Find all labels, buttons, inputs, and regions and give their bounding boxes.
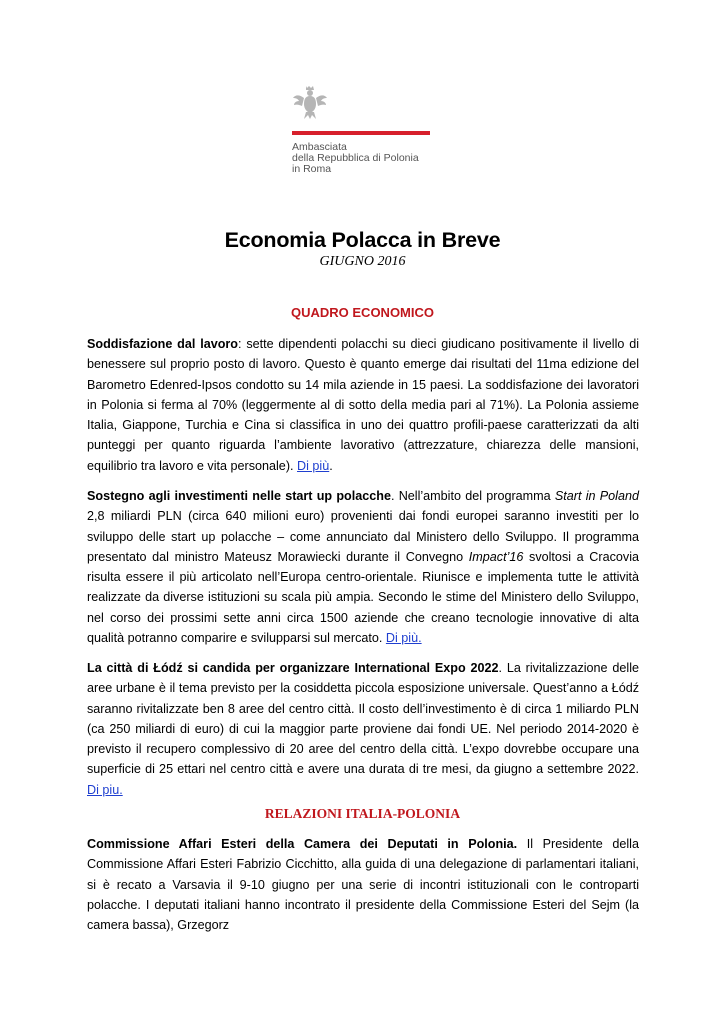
section-heading-relations: RELAZIONI ITALIA-POLONIA	[264, 806, 461, 821]
paragraph-lead: Commissione Affari Esteri della Camera dei Deputati in Polonia.	[87, 837, 518, 851]
paragraph-text: 2,8 miliardi PLN (circa 640 milioni euro) provenienti dai fondi europei saranno investiti per lo sviluppo delle start up polacche – come annunciato dal Ministero dello Sviluppo. Il programma presentato dal ministro Mateusz Morawiecki durante il Convegno	[87, 509, 639, 564]
paragraph-text: svoltosi a Cracovia risulta essere il più articolato nell’Europa centro-orientale. Riunisce e implementa tutte le attività realizzate da diverse istituzioni su scala più ampia. Secondo le stime del Ministero dello Sviluppo, nel corso dei prossimi sette anni circa 1500 aziende che creano tecnologie innovative di alta qualità potranno comparire e svilupparsi sul mercato.	[87, 549, 640, 646]
paragraph-foreign-affairs	[87, 834, 639, 935]
embassy-name	[292, 142, 432, 175]
document-title: Economia Polacca in Breve	[224, 228, 501, 252]
program-name: Start in Poland	[554, 489, 639, 503]
paragraph-text: . Nell’ambito del programma	[390, 489, 555, 503]
red-divider	[292, 131, 430, 135]
paragraph-startups	[87, 486, 639, 648]
paragraph-lead: Sostegno agli investimenti nelle start up polacche	[87, 489, 391, 503]
more-link[interactable]: Di più	[297, 458, 330, 473]
paragraph-text: Il Presidente della Commissione Affari Esteri Fabrizio Cicchitto, alla guida di una delegazione di parlamentari italiani, si è recato a Varsavia il 9-10 giugno per una serie di incontri istituzionali con le controparti polacche. I deputati italiani hanno incontrato il presidente della Commissione Esteri del Sejm (la camera bassa), Grzegorz	[87, 837, 639, 933]
section-heading-economic: QUADRO ECONOMICO	[291, 305, 434, 320]
more-link[interactable]: Di piu.	[87, 782, 123, 797]
paragraph-job-satisfaction	[87, 334, 639, 476]
embassy-line-3: in Roma	[292, 163, 332, 175]
paragraph-lead: La città di Łódź si candida per organizzare International Expo 2022	[87, 661, 499, 675]
paragraph-lead: Soddisfazione dal lavoro	[87, 337, 238, 351]
paragraph-text: .	[329, 458, 333, 473]
paragraph-text: . La rivitalizzazione delle aree urbane è il tema previsto per la cosiddetta piccola esposizione universale. Quest’anno a Łódź saranno rivitalizzate ben 8 aree del centro città. Il costo dell’investimento è di circa 1 miliardo PLN (ca 250 miliardi di euro) di cui la maggior parte proviene dai fondi UE. Nel periodo 2014-2020 è previsto il recupero complessivo di 20 aree del centro della città. L’expo dovrebbe occupare una superficie di 25 ettari nel centro città e avere una durata di tre mesi, da giugno a settembre 2022.	[87, 661, 639, 777]
document-date: GIUGNO 2016	[319, 254, 406, 269]
embassy-line-1: Ambasciata	[292, 141, 347, 153]
event-name: Impact’16	[468, 549, 524, 564]
embassy-logo	[292, 86, 432, 175]
polish-eagle-icon	[292, 86, 328, 120]
paragraph-lodz-expo	[87, 658, 639, 800]
embassy-line-2: della Repubblica di Polonia	[292, 152, 419, 164]
paragraph-text: : sette dipendenti polacchi su dieci giudicano positivamente il livello di benessere sul proprio posto di lavoro. Questo è quanto emerge dai risultati del 11ma edizione del Barometro Edenred-Ipsos condotto su 14 mila aziende in 15 paesi. La soddisfazione dei lavoratori in Polonia si ferma al 70% (leggermente al di sotto della media pari al 71%). La Polonia assieme Italia, Giappone, Turchia e Cina si classifica in uno dei quattro profili-paese caratterizzati da alti punteggi per quanto riguarda l’ambiente lavorativo (attrezzature, chiarezza delle mansioni, equilibrio tra lavoro e vita personale).	[87, 337, 639, 473]
more-link[interactable]: Di più.	[385, 631, 422, 646]
